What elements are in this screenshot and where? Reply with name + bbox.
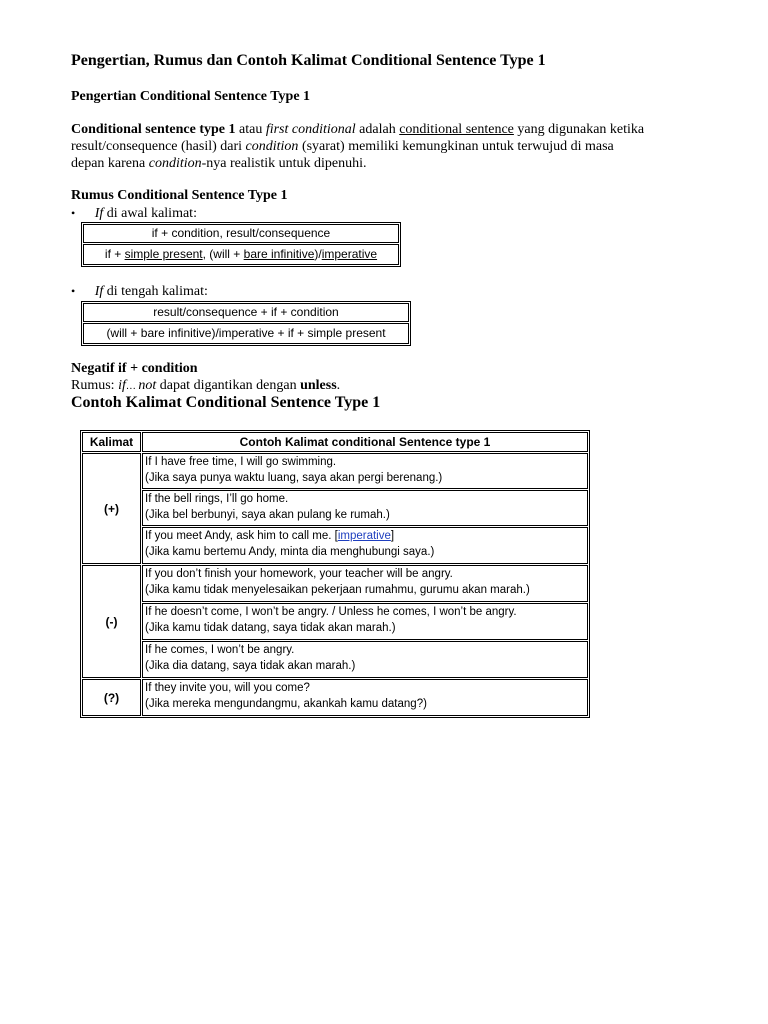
rumus-label: Rumus: [71,378,119,393]
text-line2b: (syarat) memiliki kemungkinan untuk terwujud di masa [298,139,614,154]
example-en: If I have free time, I will go swimming. [145,456,337,468]
bullet-rest-text-2: di tengah kalimat: [103,284,208,299]
definition-line-2 [71,138,711,155]
example-row-7 [142,679,588,716]
bullet-if-tengah [71,283,208,300]
example-en [143,528,587,544]
example-row-5 [142,603,588,640]
negative-rest: dapat digantikan dengan [156,378,301,393]
example-id: (Jika saya punya waktu luang, saya akan pergi berenang.) [145,472,443,484]
bracket-close: ] [390,530,395,542]
examples-heading: Contoh Kalimat Conditional Sentence Type 1 [71,394,381,411]
text-atau: atau [235,122,266,137]
if-word: if [118,378,126,393]
formula-box-2-row-1: result/consequence + if + condition [83,303,409,322]
imperative-link[interactable]: imperative [337,530,391,542]
example-id: (Jika mereka mengundangmu, akankah kamu datang?) [145,698,427,710]
example-row-2 [142,490,588,526]
bullet-icon: • [71,206,76,220]
formula-box-1 [81,222,401,267]
example-row-3 [142,527,588,564]
bullet-if-text: If [94,206,104,221]
example-row-4 [142,565,588,602]
formula-heading: Rumus Conditional Sentence Type 1 [71,188,288,203]
negative-heading: Negatif if + condition [71,361,198,376]
definition-heading: Pengertian Conditional Sentence Type 1 [71,89,311,104]
period: . [336,378,341,393]
term-condition: condition [245,139,299,154]
header-kalimat: Kalimat [82,432,141,452]
text-adalah: adalah [355,122,400,137]
text-line3a: depan karena [71,156,149,171]
group-question: (?) [82,679,141,716]
header-contoh: Contoh Kalimat conditional Sentence type 1 [142,432,588,452]
formula-box-1-row-1: if + condition, result/consequence [83,224,399,243]
definition-line-3 [71,155,711,172]
example-id: (Jika kamu tidak menyelesaikan pekerjaan rumahmu, gurumu akan marah.) [145,584,530,596]
example-en: If he doesn’t come, I won’t be angry. / Unless he comes, I won’t be angry. [145,606,517,618]
text-rest1: yang digunakan ketika [513,122,645,137]
definition-line-1 [71,121,711,138]
term-conditional-type1: Conditional sentence type 1 [71,122,236,137]
f-part-a: if + [104,247,125,261]
f-part-c: , (will + [202,247,244,261]
example-en: If the bell rings, I’ll go home. [145,493,289,505]
group-negative: (-) [82,565,141,678]
term-conditional-sentence: conditional sentence [399,122,514,137]
group-positive: (+) [82,453,141,564]
examples-table [80,430,590,718]
example-id: (Jika kamu tidak datang, saya tidak akan marah.) [145,622,396,634]
dots: … [125,381,139,392]
example-en-text: If you meet Andy, ask him to call me. [ [145,530,338,542]
bullet-if-awal [71,205,197,222]
term-condition-2: condition [148,156,202,171]
bullet-icon-2: • [71,284,76,298]
formula-box-2 [81,301,411,346]
example-id: (Jika bel berbunyi, saya akan pulang ke rumah.) [145,509,390,521]
bullet-rest-text: di awal kalimat: [103,206,197,221]
example-id: (Jika dia datang, saya tidak akan marah.) [145,660,356,672]
term-first-conditional: first conditional [265,122,356,137]
document-title: Pengertian, Rumus dan Contoh Kalimat Conditional Sentence Type 1 [71,52,546,69]
text-line3b: -nya realistik untuk dipenuhi. [201,156,367,171]
f-part-e: )/ [314,247,322,261]
unless-word: unless [300,378,337,393]
definition-paragraph [71,121,711,172]
example-id: (Jika kamu bertemu Andy, minta dia menghubungi saya.) [145,546,435,558]
example-en: If you don’t finish your homework, your teacher will be angry. [145,568,453,580]
example-row-6 [142,641,588,678]
text-line2a: result/consequence (hasil) dari [71,139,246,154]
formula-box-1-row-2 [83,244,399,265]
example-en: If he comes, I won’t be angry. [145,644,295,656]
f-part-imperative: imperative [321,247,378,261]
f-part-simple-present: simple present [124,247,203,261]
example-en: If they invite you, will you come? [145,682,310,694]
negative-rumus [71,377,340,395]
f-part-bare-infinitive: bare infinitive [243,247,315,261]
bullet-if-text-2: If [94,284,104,299]
formula-box-2-row-2: (will + bare infinitive)/imperative + if + simple present [83,323,409,344]
not-word: not [138,378,157,393]
example-row-1 [142,453,588,489]
